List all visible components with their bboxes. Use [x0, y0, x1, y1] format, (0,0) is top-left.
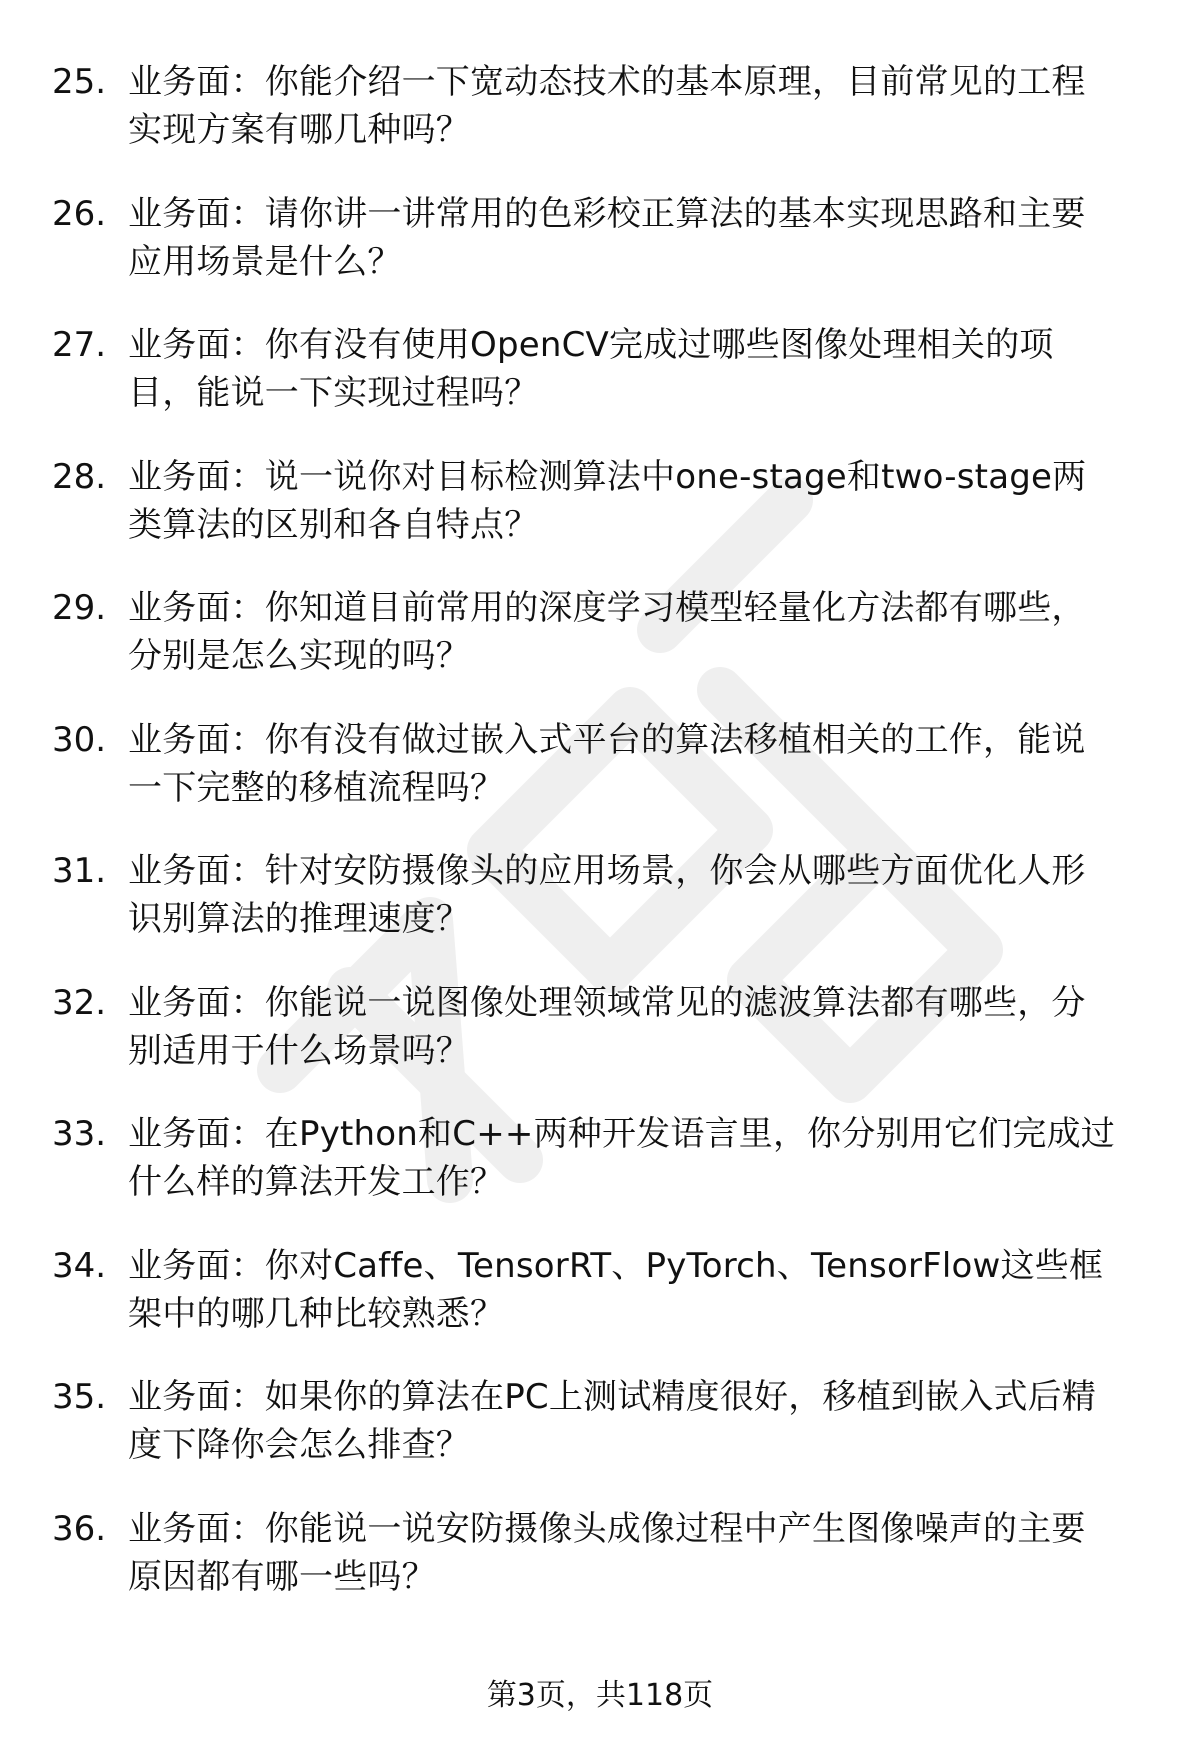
- question-number: 25.: [52, 62, 107, 102]
- question-text: [128, 847, 1158, 943]
- question-number: 27.: [52, 325, 107, 365]
- question-line: 度下降你会怎么排查？: [128, 1425, 470, 1465]
- question-text: [128, 321, 1158, 417]
- question-item: [0, 584, 1200, 716]
- question-item: [0, 1505, 1200, 1637]
- question-item: [0, 716, 1200, 848]
- question-number: 28.: [52, 456, 107, 497]
- question-item: [0, 1110, 1200, 1242]
- question-line: 一下完整的移植流程吗？: [128, 767, 505, 808]
- question-number: 29.: [52, 588, 107, 628]
- question-line: 目，能说一下实现过程吗？: [128, 373, 539, 413]
- question-text: [128, 453, 1158, 549]
- question-text: [128, 1242, 1158, 1338]
- question-list: [0, 58, 1200, 1636]
- question-line: 架中的哪几种比较熟悉？: [128, 1293, 505, 1334]
- question-line: 业务面：请你讲一讲常用的色彩校正算法的基本实现思路和主要: [128, 193, 1086, 234]
- question-line: 业务面：你能说一说图像处理领域常见的滤波算法都有哪些，分: [128, 982, 1086, 1023]
- question-line: 业务面：在Python和C++两种开发语言里，你分别用它们完成过: [128, 1114, 1115, 1154]
- question-line: 别适用于什么场景吗？: [128, 1030, 470, 1071]
- question-text: [128, 58, 1158, 154]
- question-line: 业务面：如果你的算法在PC上测试精度很好，移植到嵌入式后精: [128, 1377, 1097, 1417]
- page-footer: 第3页，共118页: [486, 1678, 714, 1713]
- question-line: 业务面：你有没有使用OpenCV完成过哪些图像处理相关的项: [128, 325, 1054, 365]
- question-item: [0, 453, 1200, 585]
- question-text: [128, 1505, 1158, 1601]
- question-number: 35.: [52, 1377, 107, 1417]
- question-line: 业务面：说一说你对目标检测算法中one-stage和two-stage两: [128, 456, 1087, 497]
- question-text: [128, 716, 1158, 812]
- question-line: 实现方案有哪几种吗？: [128, 110, 470, 150]
- question-item: [0, 321, 1200, 453]
- question-line: 业务面：你知道目前常用的深度学习模型轻量化方法都有哪些，: [128, 588, 1086, 628]
- question-item: [0, 1373, 1200, 1505]
- question-item: [0, 58, 1200, 190]
- question-item: [0, 847, 1200, 979]
- question-text: [128, 584, 1158, 680]
- question-line: 业务面：你有没有做过嵌入式平台的算法移植相关的工作，能说: [128, 719, 1086, 760]
- question-line: 业务面：针对安防摄像头的应用场景，你会从哪些方面优化人形: [128, 851, 1086, 891]
- question-number: 31.: [52, 851, 107, 891]
- question-text: [128, 979, 1158, 1075]
- question-number: 32.: [52, 982, 107, 1023]
- question-text: [128, 190, 1158, 286]
- question-line: 什么样的算法开发工作？: [128, 1162, 505, 1202]
- question-number: 36.: [52, 1508, 107, 1549]
- question-text: [128, 1373, 1158, 1469]
- question-text: [128, 1110, 1158, 1206]
- question-line: 原因都有哪一些吗？: [128, 1556, 436, 1597]
- question-line: 业务面：你能说一说安防摄像头成像过程中产生图像噪声的主要: [128, 1508, 1086, 1549]
- question-item: [0, 1242, 1200, 1374]
- question-line: 应用场景是什么？: [128, 241, 402, 282]
- question-line: 类算法的区别和各自特点？: [128, 504, 539, 545]
- question-number: 33.: [52, 1114, 107, 1154]
- question-number: 34.: [52, 1245, 107, 1286]
- question-item: [0, 979, 1200, 1111]
- question-line: 识别算法的推理速度？: [128, 899, 470, 939]
- question-line: 业务面：你对Caffe、TensorRT、PyTorch、TensorFlow这些框: [128, 1245, 1104, 1286]
- question-item: [0, 190, 1200, 322]
- question-line: 分别是怎么实现的吗？: [128, 636, 470, 676]
- question-line: 业务面：你能介绍一下宽动态技术的基本原理，目前常见的工程: [128, 62, 1086, 102]
- question-number: 26.: [52, 193, 107, 234]
- question-number: 30.: [52, 719, 107, 760]
